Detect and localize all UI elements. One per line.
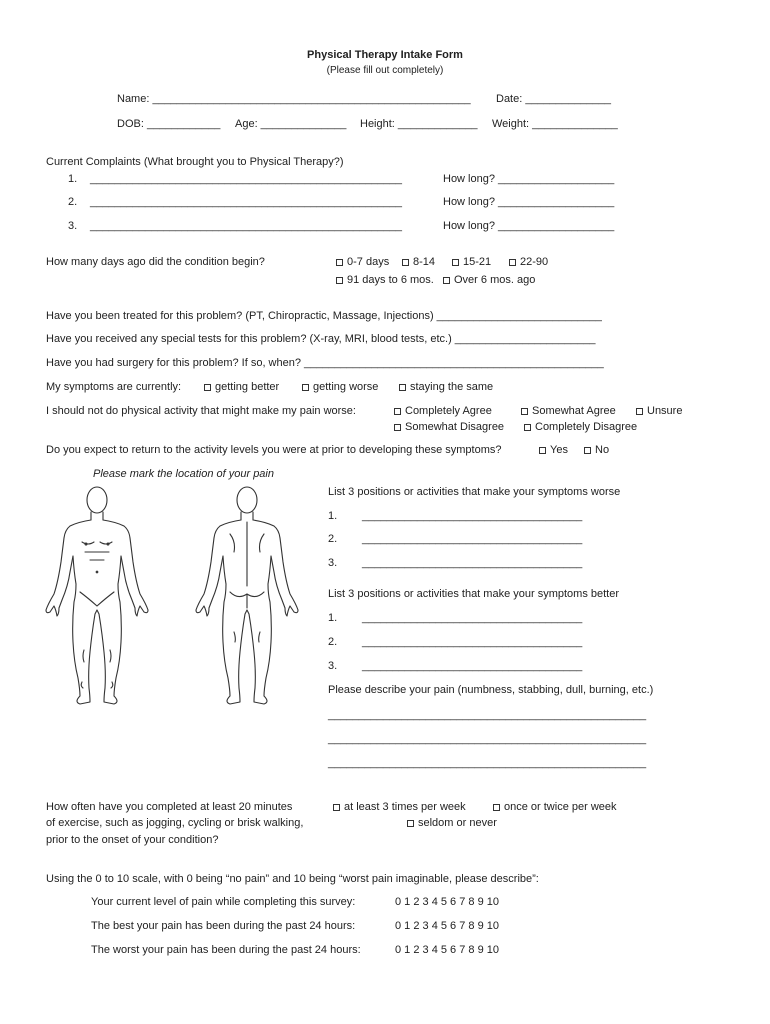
scale-intro: Using the 0 to 10 scale, with 0 being “no pain” and 10 being “worst pain imaginable, please describe”:	[46, 873, 539, 885]
checkbox[interactable]	[394, 424, 401, 431]
onset-option-0-7[interactable]: 0-7 days	[336, 256, 389, 268]
better-line[interactable]: ____________________________________	[362, 660, 583, 672]
dob-field[interactable]: DOB: ____________	[117, 118, 221, 130]
checkbox[interactable]	[333, 804, 340, 811]
activity-label: I should not do physical activity that might make my pain worse:	[46, 405, 356, 417]
body-front-figure	[46, 487, 148, 704]
name-field[interactable]: Name: ____________________________________________________	[117, 93, 471, 105]
complaint-number: 2.	[68, 196, 78, 208]
how-long-field[interactable]: How long? ___________________	[443, 196, 615, 208]
worse-line[interactable]: ____________________________________	[362, 557, 583, 569]
scale-row-label: The best your pain has been during the past 24 hours:	[91, 920, 356, 932]
checkbox[interactable]	[452, 259, 459, 266]
better-number: 2.	[328, 636, 338, 648]
checkbox[interactable]	[204, 384, 211, 391]
body-diagram[interactable]	[40, 482, 310, 712]
treated-question[interactable]: Have you been treated for this problem? (PT, Chiropractic, Massage, Injections) ___________________________	[46, 310, 602, 322]
exercise-question-line: prior to the onset of your condition?	[46, 834, 219, 846]
return-option-yes[interactable]: Yes	[539, 444, 568, 456]
onset-option-91-days[interactable]: 91 days to 6 mos.	[336, 274, 434, 286]
height-field[interactable]: Height: _____________	[360, 118, 478, 130]
scale-row-values[interactable]: 0 1 2 3 4 5 6 7 8 9 10	[395, 944, 499, 956]
checkbox[interactable]	[443, 277, 450, 284]
checkbox[interactable]	[336, 277, 343, 284]
symptoms-label: My symptoms are currently:	[46, 381, 182, 393]
complaint-line[interactable]: ___________________________________________________	[90, 220, 403, 232]
better-heading: List 3 positions or activities that make your symptoms better	[328, 588, 620, 600]
complaint-number: 3.	[68, 220, 78, 232]
tests-question[interactable]: Have you received any special tests for this problem? (X-ray, MRI, blood tests, etc.) _______________________	[46, 333, 596, 345]
describe-line[interactable]: ____________________________________________________	[328, 757, 647, 769]
onset-question: How many days ago did the condition begin?	[46, 256, 265, 268]
scale-row-label: The worst your pain has been during the past 24 hours:	[91, 944, 361, 956]
return-option-no[interactable]: No	[584, 444, 609, 456]
checkbox[interactable]	[302, 384, 309, 391]
onset-option-22-90[interactable]: 22-90	[509, 256, 548, 268]
checkbox[interactable]	[402, 259, 409, 266]
symptoms-option-better[interactable]: getting better	[204, 381, 279, 393]
onset-option-15-21[interactable]: 15-21	[452, 256, 491, 268]
complaints-heading: Current Complaints (What brought you to Physical Therapy?)	[46, 156, 344, 168]
pain-map-caption: Please mark the location of your pain	[93, 468, 274, 480]
describe-line[interactable]: ____________________________________________________	[328, 733, 647, 745]
activity-option-somewhat-disagree[interactable]: Somewhat Disagree	[394, 421, 504, 433]
how-long-field[interactable]: How long? ___________________	[443, 220, 615, 232]
activity-option-completely-disagree[interactable]: Completely Disagree	[524, 421, 637, 433]
describe-line[interactable]: ____________________________________________________	[328, 709, 647, 721]
exercise-option-3-times[interactable]: at least 3 times per week	[333, 801, 466, 813]
scale-row-label: Your current level of pain while completing this survey:	[91, 896, 356, 908]
surgery-question[interactable]: Have you had surgery for this problem? If so, when? _________________________________________________	[46, 357, 604, 369]
checkbox[interactable]	[407, 820, 414, 827]
checkbox[interactable]	[336, 259, 343, 266]
scale-row-values[interactable]: 0 1 2 3 4 5 6 7 8 9 10	[395, 896, 499, 908]
form-title: Physical Therapy Intake Form	[307, 49, 463, 61]
exercise-question-line: of exercise, such as jogging, cycling or brisk walking,	[46, 817, 304, 829]
activity-option-completely-agree[interactable]: Completely Agree	[394, 405, 492, 417]
form-subtitle: (Please fill out completely)	[326, 65, 444, 76]
complaint-line[interactable]: ___________________________________________________	[90, 196, 403, 208]
checkbox[interactable]	[636, 408, 643, 415]
checkbox[interactable]	[524, 424, 531, 431]
worse-number: 2.	[328, 533, 338, 545]
checkbox[interactable]	[394, 408, 401, 415]
onset-option-8-14[interactable]: 8-14	[402, 256, 435, 268]
exercise-option-seldom[interactable]: seldom or never	[407, 817, 497, 829]
exercise-option-once-twice[interactable]: once or twice per week	[493, 801, 617, 813]
checkbox[interactable]	[539, 447, 546, 454]
worse-number: 3.	[328, 557, 338, 569]
worse-heading: List 3 positions or activities that make your symptoms worse	[328, 486, 621, 498]
symptoms-option-same[interactable]: staying the same	[399, 381, 493, 393]
complaint-number: 1.	[68, 173, 78, 185]
onset-option-over-6-mos[interactable]: Over 6 mos. ago	[443, 274, 535, 286]
body-back-figure	[196, 487, 298, 704]
activity-option-somewhat-agree[interactable]: Somewhat Agree	[521, 405, 616, 417]
date-field[interactable]: Date: ______________	[496, 93, 611, 105]
better-number: 3.	[328, 660, 338, 672]
symptoms-option-worse[interactable]: getting worse	[302, 381, 378, 393]
checkbox[interactable]	[493, 804, 500, 811]
checkbox[interactable]	[509, 259, 516, 266]
return-label: Do you expect to return to the activity levels you were at prior to developing these symptoms?	[46, 444, 502, 456]
worse-number: 1.	[328, 510, 338, 522]
age-field[interactable]: Age: ______________	[235, 118, 347, 130]
complaint-line[interactable]: ___________________________________________________	[90, 173, 403, 185]
better-line[interactable]: ____________________________________	[362, 636, 583, 648]
weight-field[interactable]: Weight: ______________	[492, 118, 618, 130]
scale-row-values[interactable]: 0 1 2 3 4 5 6 7 8 9 10	[395, 920, 499, 932]
how-long-field[interactable]: How long? ___________________	[443, 173, 615, 185]
exercise-question-line: How often have you completed at least 20 minutes	[46, 801, 293, 813]
describe-heading: Please describe your pain (numbness, stabbing, dull, burning, etc.)	[328, 684, 654, 696]
activity-option-unsure[interactable]: Unsure	[636, 405, 682, 417]
checkbox[interactable]	[399, 384, 406, 391]
checkbox[interactable]	[521, 408, 528, 415]
better-number: 1.	[328, 612, 338, 624]
checkbox[interactable]	[584, 447, 591, 454]
better-line[interactable]: ____________________________________	[362, 612, 583, 624]
worse-line[interactable]: ____________________________________	[362, 533, 583, 545]
worse-line[interactable]: ____________________________________	[362, 510, 583, 522]
